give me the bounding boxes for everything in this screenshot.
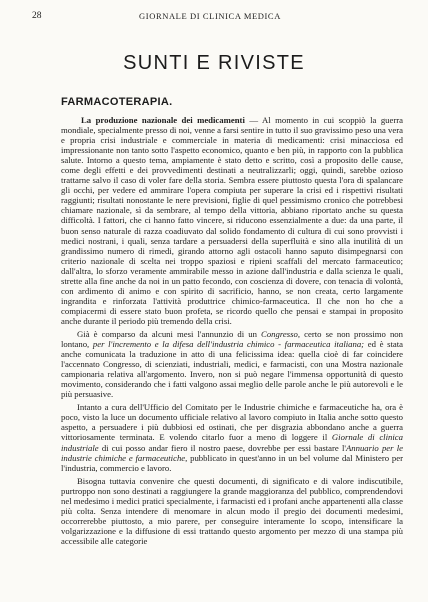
paragraph-2 <box>61 329 403 399</box>
article-body <box>61 115 403 549</box>
text-run: di cui posso andar fiero il nostro paese, dovrebbe per essi bastare l' <box>98 442 346 453</box>
text-run: , pubblicato in quest'anno in un bel volume dal Ministero per l'industria, commercio e lavoro. <box>61 452 404 473</box>
text-run: Intanto a cura dell'Ufficio del Comitato per le Industrie chimiche e farmaceutiche ha, ora è poco, visto la luce un documento ufficiale relativo al lavoro compiuto in Italia anche sotto questo aspetto, a persuadere i più dubbiosi ed ostinati, che per disgrazia abbondano anche a guerra vittoriosamente terminata. E volendo citarlo fuor a meno di loggere il <box>61 402 403 443</box>
running-header <box>32 11 388 27</box>
text-run: Bisogna tuttavia convenire che questi documenti, di significato e di valore indiscutibile, purtroppo non sono destinati a raggiungere la grande maggioranza del pubblico, comprendendovi nel medesimo i medici pratici specialmente, i farmacisti ed i profani anche appartenenti alla classe più colta. Senza intendere di menomare in alcun modo il pregio dei documenti medesimi, occorrerebbe piuttosto, a mio parere, per conseguire interamente lo scopo, intensificare la volgarizzazione e la diffusione di essi trattando questo argomento per mezzo di una stampa più accessibile alle categorie <box>61 475 403 546</box>
text-run: , certo se non prossimo non lontano, <box>61 328 403 350</box>
text-run: Già è comparso da alcuni mesi l'annunzio di un <box>77 328 262 339</box>
page-title: SUNTI E RIVISTE <box>123 52 305 74</box>
section-heading: FARMACOTERAPIA. <box>61 96 173 108</box>
paragraph-3 <box>61 402 403 472</box>
text-run: ed è stata anche comunicata la traduzione in atto di una felicissima idea: quella cioè di far coincidere l'accennato Congresso, di scienziati, industriali, medici, e farmacisti, con una Mostra nazionale campionaria relativa all'argomento. Invero, non si può negare l'immensa opportunità di questo movimento, considerando che i fatti valgono assai meglio delle parole anche le più autorevoli e le più persuasive. <box>61 339 403 400</box>
italic-run: Congresso <box>261 328 298 339</box>
italic-run: per l'incremento e la difesa dell'industria chimico - farmaceutica italiana; <box>92 339 365 350</box>
journal-title: GIORNALE DI CLINICA MEDICA <box>139 11 281 21</box>
italic-run: Annuario per le industrie chimiche e farmaceutiche <box>61 442 403 463</box>
paragraph-1 <box>61 115 403 326</box>
bold-run: La produzione nazionale dei medicamenti <box>81 115 245 125</box>
paragraph-4 <box>61 476 403 546</box>
text-run: — Al momento in cui scoppiò la guerra mondiale, specialmente presso di noi, venne a farsi sentire in tutto il suo gravissimo peso una vera e propria crisi industriale e commerciale in materia di medicamenti: crisi minacciosa ed impressionante non tanto sotto l'aspetto economico, quanto e ben più, in rapporto con la pubblica salute. Intorno a questo tema, ampiamente è stato detto e scritto, così a proposito delle cause, come degli effetti e dei provvedimenti destinati a neutralizzarli; oggi, quindi, sarebbe ozioso trattarne salvo il caso di voler fare della storia. Sembra essere piuttosto questa l'ora di spalancare gli occhi, per vedere ed ammirare l'opera compiuta per superare la crisi ed i rispettivi risultati raggiunti; risultati nonostante le nere previsioni, figlie di quel pessimismo cronico che potrebbesi chiamare nazionale, sì da sembrare, al tempo della vittoria, abbiano riportato anche su questa difficoltà. I fattori, che ci hanno fatto vincere, si riducono essenzialmente a due: da una parte, il buon senso naturale di razza coadiuvato dal solido fondamento di cultura di cui sono provvisti i medici nostrani, i quali, senza tardare a persuadersi della superfluità e sino alla inutilità di un grandissimo numero di rimedi, girando attorno agli ostacoli hanno saputo disimpegnarsi con criterio nazionale di scelta nei troppo spaziosi e ripieni scaffali del mercato farmaceutico; dall'altra, lo sforzo veramente ammirabile messo in azione dall'industria e dalla scienza le quali, strette alla fine anche da noi in un patto fecondo, con coscienza di dovere, con tenacia di volontà, con ardimento di animo e con spirito di sacrificio, hanno, se non creata, certo largamente ingrandita e rinforzata l'attività produttrice chimico-farmaceutica. Il che non ho che a compiacermi di essere stato buon profeta, se ricordo quello che pensai e stampai in proposito anche durante il periodo più tremendo della crisi. <box>61 115 403 326</box>
page-number: 28 <box>32 11 42 21</box>
italic-run: Giornale di clinica industriale <box>61 432 403 453</box>
